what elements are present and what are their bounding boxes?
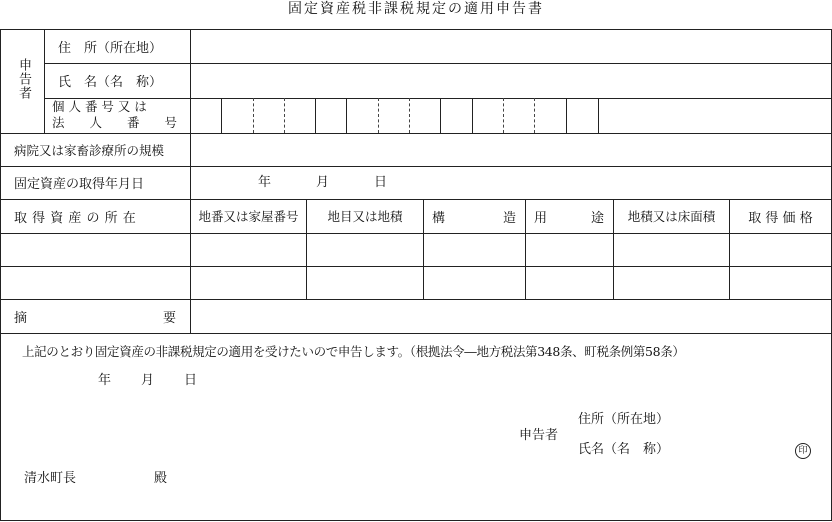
- acquisition-year: 年: [258, 175, 272, 190]
- location-header: 取 得 資 産 の 所 在: [14, 210, 137, 226]
- signer-label: 申告者: [519, 428, 559, 443]
- address-label: 住 所（所在地）: [58, 40, 163, 56]
- declaration-day: 日: [184, 373, 198, 388]
- structure-header-a: 構: [432, 210, 446, 226]
- seal-mark: 印: [795, 443, 811, 459]
- signer-name-label: 氏名（名 称）: [578, 442, 670, 457]
- acquisition-day: 日: [374, 175, 388, 190]
- recipient-title: 清水町長: [24, 471, 77, 486]
- area-header: 地積又は床面積: [627, 209, 716, 224]
- number-label-line1: 個 人 番 号 又 は: [52, 99, 147, 114]
- address-field[interactable]: [191, 30, 832, 63]
- lot-number-header: 地番又は家屋番号: [198, 209, 299, 224]
- price-header: 取 得 価 格: [748, 210, 813, 226]
- applicant-vertical-label: 申告者: [16, 58, 31, 100]
- summary-label-b: 要: [162, 310, 176, 326]
- declaration-year: 年: [98, 373, 112, 388]
- name-field[interactable]: [191, 64, 832, 98]
- acquisition-date-label: 固定資産の取得年月日: [14, 177, 145, 192]
- recipient-honorific: 殿: [154, 471, 168, 486]
- hospital-scale-field[interactable]: [191, 134, 831, 166]
- number-label-line2: 法 人 番 号: [52, 115, 178, 130]
- asset-row-1[interactable]: [1, 234, 831, 266]
- name-label: 氏 名（名 称）: [58, 75, 163, 90]
- structure-header-b: 造: [502, 210, 516, 226]
- summary-label-a: 摘: [14, 310, 28, 326]
- summary-label: [14, 299, 176, 333]
- use-header-a: 用: [534, 210, 548, 226]
- applicant-divider: [44, 29, 45, 133]
- outer-bottom-border: [0, 520, 832, 521]
- acquisition-month: 月: [316, 175, 330, 190]
- signer-address-label: 住所（所在地）: [578, 412, 670, 427]
- use-header-b: 途: [590, 210, 604, 226]
- use-header: [534, 199, 604, 233]
- individual-number-field[interactable]: [191, 99, 598, 133]
- row-line: [0, 333, 832, 334]
- declaration-month: 月: [141, 373, 155, 388]
- number-box-line: [598, 98, 599, 133]
- asset-row-2[interactable]: [1, 267, 831, 299]
- hospital-scale-label: 病院又は家畜診療所の規模: [14, 142, 165, 158]
- land-type-header: 地目又は地積: [327, 209, 403, 224]
- declaration-statement: 上記のとおり固定資産の非課税規定の適用を受けたいので申告します。（根拠法令―地方税法第348条、町税条例第58条）: [22, 344, 685, 359]
- form-title: 固定資産税非課税規定の適用申告書: [288, 1, 544, 17]
- summary-field[interactable]: [191, 300, 831, 333]
- structure-header: [432, 199, 516, 233]
